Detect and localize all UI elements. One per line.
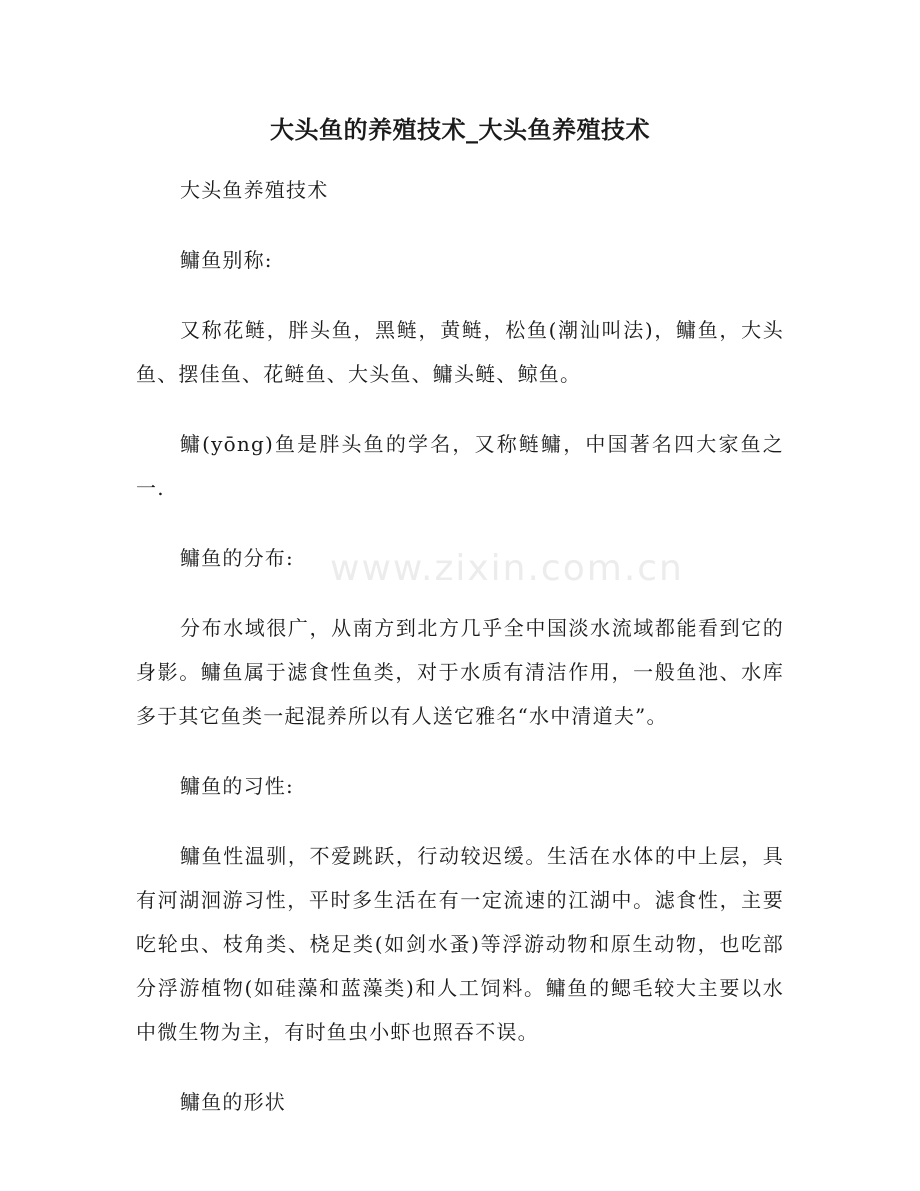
paragraph-habits: 鳙鱼性温驯，不爱跳跃，行动较迟缓。生活在水体的中上层，具有河湖洄游习性，平时多生活在有一定流速的江湖中。滤食性，主要吃轮虫、枝角类、桡足类(如剑水蚤)等浮游动物和原生动物，也吃部分浮游植物(如硅藻和蓝藻类)和人工饲料。鳙鱼的鳃毛较大主要以水中微生物为主，有时鱼虫小虾也照吞不误。 xyxy=(136,844,784,1044)
paragraph-heading-shape: 鳙鱼的形状 xyxy=(180,1090,286,1114)
paragraph-aliases: 又称花鲢，胖头鱼，黑鲢，黄鲢，松鱼(潮汕叫法)，鳙鱼，大头鱼、摆佳鱼、花鲢鱼、大头鱼、鳙头鲢、鲸鱼。 xyxy=(136,318,784,386)
paragraph-heading-farming-techniques: 大头鱼养殖技术 xyxy=(180,178,329,202)
document-title: 大头鱼的养殖技术_大头鱼养殖技术 xyxy=(270,115,650,144)
paragraph-scientific-name: 鳙(yōng)鱼是胖头鱼的学名，又称鲢鳙，中国著名四大家鱼之一. xyxy=(136,432,784,500)
document-body xyxy=(136,168,784,1150)
paragraph-heading-habits: 鳙鱼的习性: xyxy=(180,774,294,798)
paragraph-distribution: 分布水域很广，从南方到北方几乎全中国淡水流域都能看到它的身影。鳙鱼属于滤食性鱼类，对于水质有清洁作用，一般鱼池、水库多于其它鱼类一起混养所以有人送它雅名“水中清道夫”。 xyxy=(136,616,784,728)
watermark-text: www.zixin.com.cn xyxy=(330,548,684,589)
paragraph-heading-alias: 鳙鱼别称: xyxy=(180,248,273,272)
paragraph-heading-distribution: 鳙鱼的分布: xyxy=(180,546,294,570)
